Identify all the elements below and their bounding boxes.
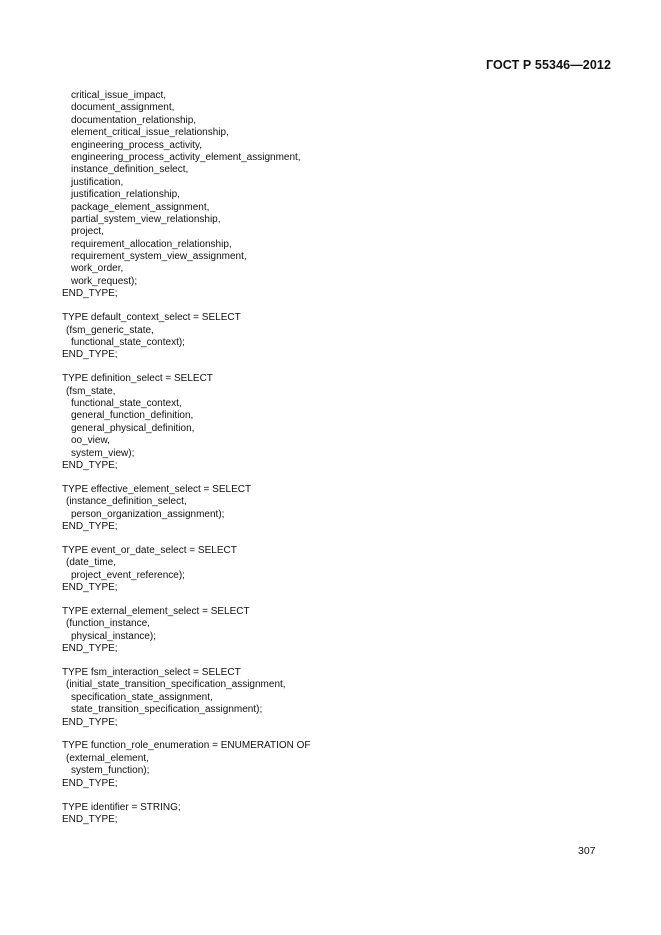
block-separator: [62, 729, 602, 741]
block-separator: [62, 472, 602, 484]
code-line: requirement_system_view_assignment,: [71, 251, 247, 263]
code-line: general_physical_definition,: [71, 422, 195, 434]
code-line: general_function_definition,: [71, 410, 194, 422]
type-declaration-block: [62, 373, 602, 472]
block-separator: [62, 301, 602, 313]
code-line: TYPE effective_element_select = SELECT: [62, 483, 252, 495]
code-line: work_order,: [71, 263, 124, 275]
code-line: element_critical_issue_relationship,: [71, 127, 229, 139]
code-line: (fsm_generic_state,: [66, 324, 154, 336]
code-line: oo_view,: [71, 435, 110, 447]
type-declaration-block: [62, 606, 602, 656]
code-line: package_element_assignment,: [71, 201, 210, 213]
block-separator: [62, 656, 602, 668]
code-line: work_request);: [71, 275, 138, 287]
code-line: functional_state_context);: [71, 336, 185, 348]
code-line: END_TYPE;: [62, 813, 118, 825]
code-line: justification,: [71, 176, 124, 188]
type-declaration-block: [62, 667, 602, 729]
code-line: document_assignment,: [71, 102, 175, 114]
code-line: person_organization_assignment);: [71, 508, 225, 520]
code-line: engineering_process_activity_element_assignment,: [71, 151, 301, 163]
code-line: requirement_allocation_relationship,: [71, 238, 232, 250]
code-line: END_TYPE;: [62, 643, 118, 655]
block-separator: [62, 362, 602, 374]
code-line: END_TYPE;: [62, 349, 118, 361]
code-line: documentation_relationship,: [71, 114, 197, 126]
type-declaration-block: [62, 312, 602, 362]
document-header-standard-id: ГОСТ Р 55346—2012: [485, 58, 611, 72]
code-line: project_event_reference);: [71, 569, 185, 581]
code-line: END_TYPE;: [62, 716, 118, 728]
code-line: (external_element,: [66, 752, 149, 764]
page-number: 307: [578, 845, 596, 857]
type-declaration-block: [62, 545, 602, 595]
code-line: (fsm_state,: [66, 385, 116, 397]
code-line: justification_relationship,: [71, 189, 180, 201]
code-line: TYPE external_element_select = SELECT: [62, 605, 250, 617]
code-line: TYPE fsm_interaction_select = SELECT: [62, 667, 241, 679]
block-separator: [62, 790, 602, 802]
code-line: functional_state_context,: [71, 397, 182, 409]
code-line: project,: [71, 226, 104, 238]
code-line: TYPE function_role_enumeration = ENUMERATION OF: [62, 740, 311, 752]
block-separator: [62, 533, 602, 545]
code-line: (function_instance,: [66, 618, 150, 630]
code-line: TYPE default_context_select = SELECT: [62, 312, 241, 324]
code-line: END_TYPE;: [62, 582, 118, 594]
type-declaration-block: [62, 90, 602, 301]
code-line: TYPE identifier = STRING;: [62, 801, 181, 813]
code-line: system_function);: [71, 765, 150, 777]
type-declaration-block: [62, 484, 602, 534]
code-line: TYPE definition_select = SELECT: [62, 373, 213, 385]
block-separator: [62, 594, 602, 606]
type-declaration-block: [62, 802, 602, 827]
code-line: END_TYPE;: [62, 459, 118, 471]
code-line: (initial_state_transition_specification_assignment,: [66, 679, 286, 691]
code-line: instance_definition_select,: [71, 164, 189, 176]
code-line: END_TYPE;: [62, 288, 118, 300]
type-declaration-block: [62, 740, 602, 790]
code-line: critical_issue_impact,: [71, 90, 167, 101]
code-line: state_transition_specification_assignment);: [71, 704, 263, 716]
code-line: physical_instance);: [71, 630, 157, 642]
express-schema-listing: [62, 90, 602, 826]
code-line: specification_state_assignment,: [71, 691, 213, 703]
code-line: END_TYPE;: [62, 521, 118, 532]
code-line: (date_time,: [66, 557, 117, 569]
code-line: partial_system_view_relationship,: [71, 213, 221, 225]
code-line: system_view);: [71, 447, 135, 459]
code-line: engineering_process_activity,: [71, 139, 203, 151]
code-line: END_TYPE;: [62, 777, 118, 789]
code-line: (instance_definition_select,: [66, 496, 187, 508]
code-line: TYPE event_or_date_select = SELECT: [62, 544, 237, 556]
